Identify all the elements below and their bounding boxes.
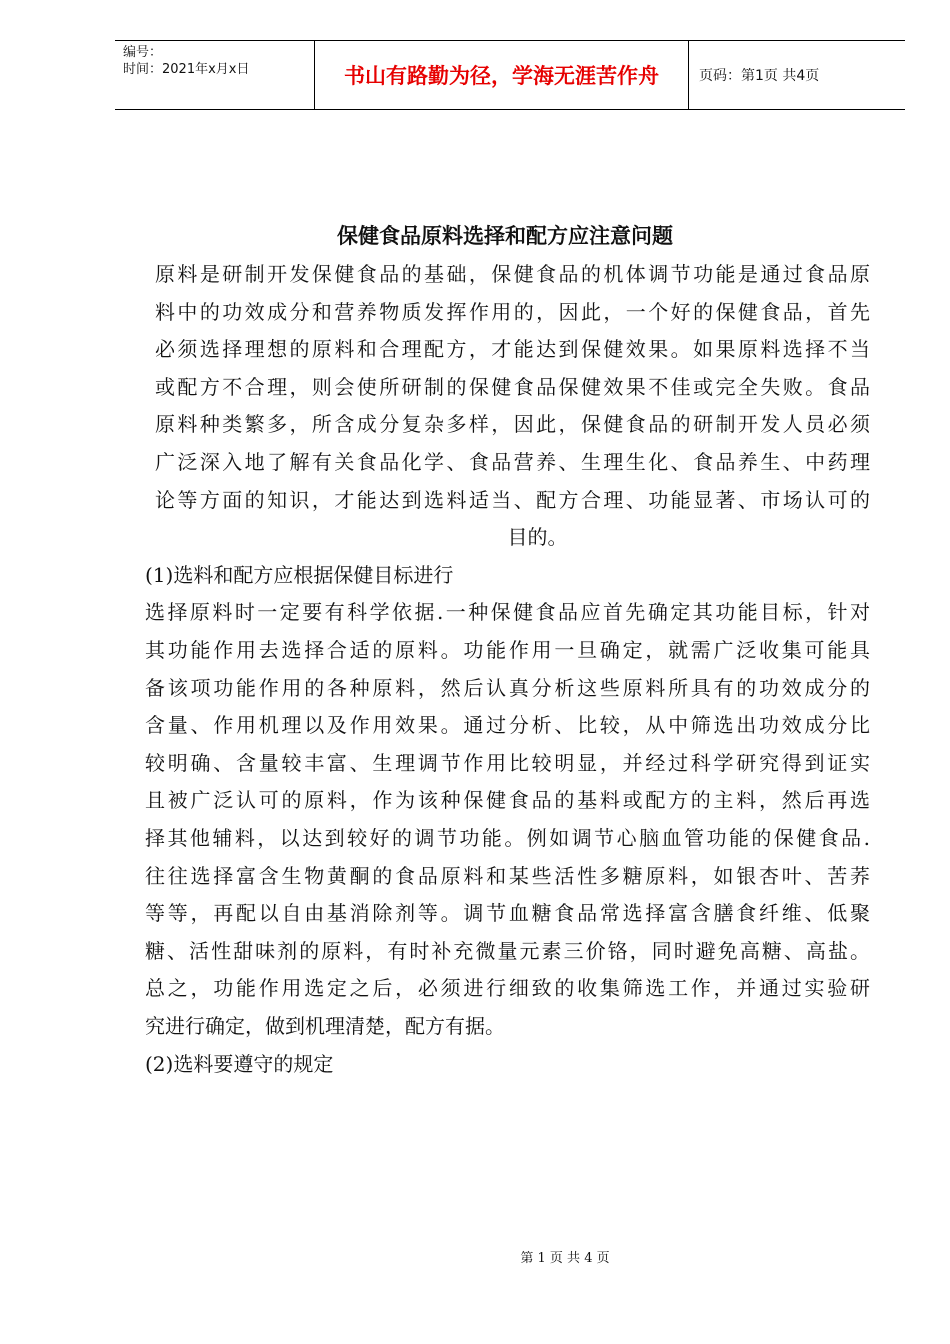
section-heading: (2)选料要遵守的规定 xyxy=(145,1052,334,1076)
paragraph-line: 究进行确定，做到机理清楚，配方有据。 xyxy=(145,1014,505,1038)
header-meta xyxy=(115,41,315,109)
paragraph-line: 广泛深入地了解有关食品化学、食品营养、生理生化、食品养生、中药理 xyxy=(155,450,870,474)
document-number: 编号： xyxy=(123,45,163,60)
paragraph-line: 等等，再配以自由基消除剂等。调节血糖食品常选择富含膳食纤维、低聚 xyxy=(145,901,870,925)
paragraph-line: 总之，功能作用选定之后，必须进行细致的收集筛选工作，并通过实验研 xyxy=(145,976,870,1000)
paragraph-line: 论等方面的知识，才能达到选料适当、配方合理、功能显著、市场认可的 xyxy=(155,488,870,512)
header-page-info: 页码：第1页 共4页 xyxy=(699,68,820,84)
page-header xyxy=(115,40,905,110)
document-time: 时间：2021年x月x日 xyxy=(123,62,250,77)
paragraph-line: 择其他辅料，以达到较好的调节功能。例如调节心脑血管功能的保健食品. xyxy=(145,826,870,850)
paragraph-line: 原料种类繁多，所含成分复杂多样，因此，保健食品的研制开发人员必须 xyxy=(155,412,870,436)
header-motto: 书山有路勤为径，学海无涯苦作舟 xyxy=(315,41,689,109)
paragraph-line: 选择原料时一定要有科学依据.一种保健食品应首先确定其功能目标，针对 xyxy=(145,600,870,624)
paragraph-line: 目的。 xyxy=(507,525,568,549)
paragraph-line: 往往选择富含生物黄酮的食品原料和某些活性多糖原料，如银杏叶、苦荞 xyxy=(145,864,870,888)
paragraph-line: 或配方不合理，则会使所研制的保健食品保健效果不佳或完全失败。食品 xyxy=(155,375,870,399)
paragraph-line: 其功能作用去选择合适的原料。功能作用一旦确定，就需广泛收集可能具 xyxy=(145,638,870,662)
paragraph-line: 糖、活性甜味剂的原料，有时补充微量元素三价铬，同时避免高糖、高盐。 xyxy=(145,939,870,963)
paragraph-line: 必须选择理想的原料和合理配方，才能达到保健效果。如果原料选择不当 xyxy=(155,337,870,361)
paragraph-line: 且被广泛认可的原料，作为该种保健食品的基料或配方的主料，然后再选 xyxy=(145,788,870,812)
paragraph-line: 料中的功效成分和营养物质发挥作用的，因此，一个好的保健食品，首先 xyxy=(155,300,870,324)
document-title: 保健食品原料选择和配方应注意问题 xyxy=(337,224,673,248)
page-footer: 第 1 页 共 4 页 xyxy=(520,1251,610,1266)
paragraph-line: 原料是研制开发保健食品的基础，保健食品的机体调节功能是通过食品原 xyxy=(155,262,870,286)
paragraph-line: 较明确、含量较丰富、生理调节作用比较明显，并经过科学研究得到证实 xyxy=(145,751,870,775)
section-heading: (1)选料和配方应根据保健目标进行 xyxy=(145,563,454,587)
paragraph-line: 含量、作用机理以及作用效果。通过分析、比较，从中筛选出功效成分比 xyxy=(145,713,870,737)
paragraph-line: 备该项功能作用的各种原料，然后认真分析这些原料所具有的功效成分的 xyxy=(145,676,870,700)
